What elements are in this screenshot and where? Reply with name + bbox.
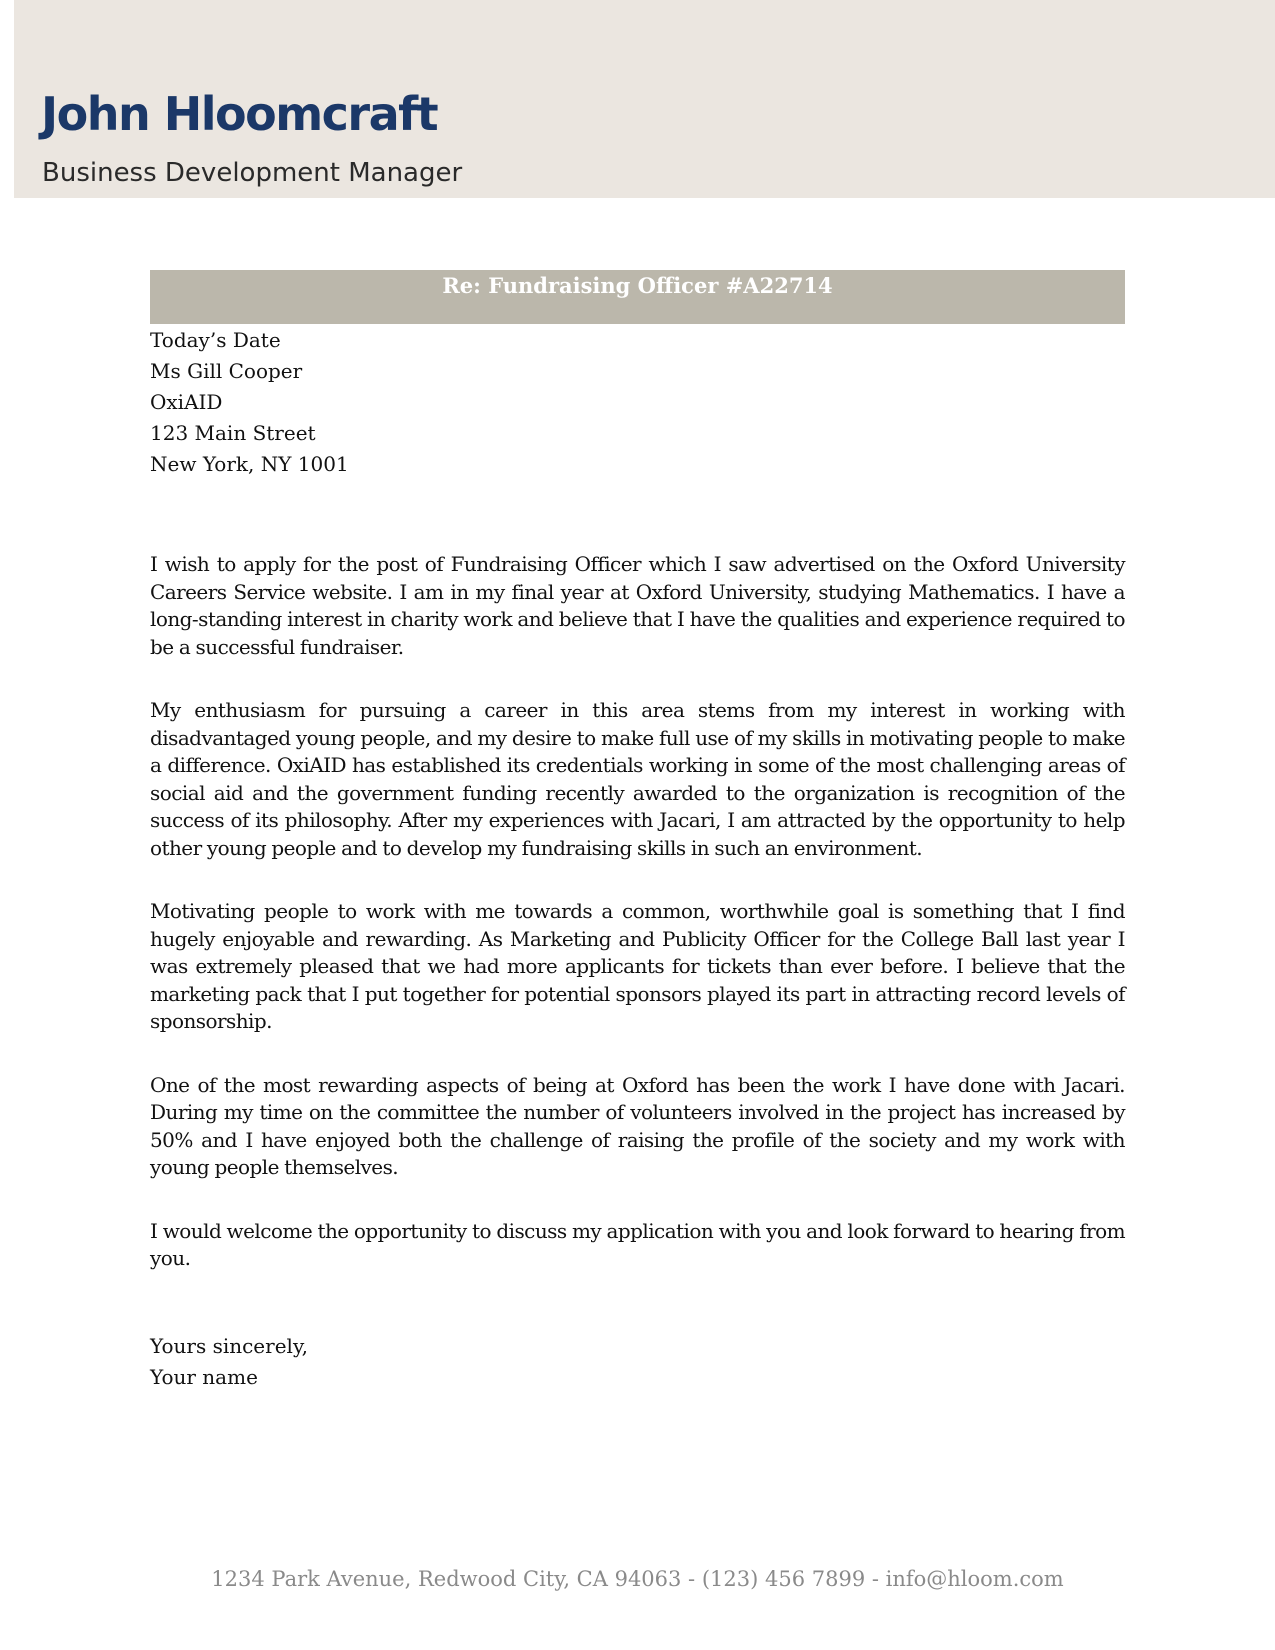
body-paragraph: Motivating people to work with me towards a common, worthwhile goal is something that I find hugely enjoyable and rewarding. As Marketing and Publicity Officer for the College Ball last year I was extremely pleased that we had more applicants for tickets than ever before. I believe that the marketing pack that I put together for potential sponsors played its part in attracting record levels of sponsorship. xyxy=(150,899,1125,1033)
body-paragraph: I wish to apply for the post of Fundraising Officer which I saw advertised on the Oxford University Careers Service website. I am in my final year at Oxford University, studying Mathematics. I have a long-standing interest in charity work and believe that I have the qualities and experience required to be a successful fundraiser. xyxy=(150,552,1125,659)
letterhead-band xyxy=(14,0,1275,198)
recipient-city: New York, NY 1001 xyxy=(150,452,349,476)
recipient-address-block xyxy=(150,324,1125,480)
subject-line: Re: Fundraising Officer #A22714 xyxy=(442,273,833,298)
recipient-street: 123 Main Street xyxy=(150,421,316,445)
closing-salutation: Yours sincerely, xyxy=(150,1333,308,1358)
body-paragraph: I would welcome the opportunity to discuss my application with you and look forward to hearing from you. xyxy=(150,1218,1125,1270)
sender-job-title: Business Development Manager xyxy=(42,158,463,188)
letter-date: Today’s Date xyxy=(150,328,281,352)
letter-content xyxy=(150,324,1125,1393)
recipient-organization: OxiAID xyxy=(150,390,223,414)
letter-body xyxy=(150,551,1125,1273)
body-paragraph: One of the most rewarding aspects of being at Oxford has been the work I have done with Jacari. During my time on the committee the number of volunteers involved in the project has increased by 50% and I have enjoyed both the challenge of raising the profile of the society and my work with young people themselves. xyxy=(150,1072,1125,1179)
signature-name: Your name xyxy=(150,1364,258,1389)
footer-contact-line: 1234 Park Avenue, Redwood City, CA 94063 - (123) 456 7899 - info@hloom.com xyxy=(211,1567,1064,1591)
subject-bar xyxy=(150,270,1125,324)
body-paragraph: My enthusiasm for pursuing a career in this area stems from my interest in working with disadvantaged young people, and my desire to make full use of my skills in motivating people to make a difference. OxiAID has established its credentials working in some of the most challenging areas of social aid and the government funding recently awarded to the organization is recognition of the success of its philosophy. After my experiences with Jacari, I am attracted by the opportunity to help other young people and to develop my fundraising skills in such an environment. xyxy=(150,698,1125,860)
letter-closing xyxy=(150,1331,1125,1393)
sender-name: John Hloomcraft xyxy=(41,87,438,141)
recipient-name: Ms Gill Cooper xyxy=(150,359,303,383)
